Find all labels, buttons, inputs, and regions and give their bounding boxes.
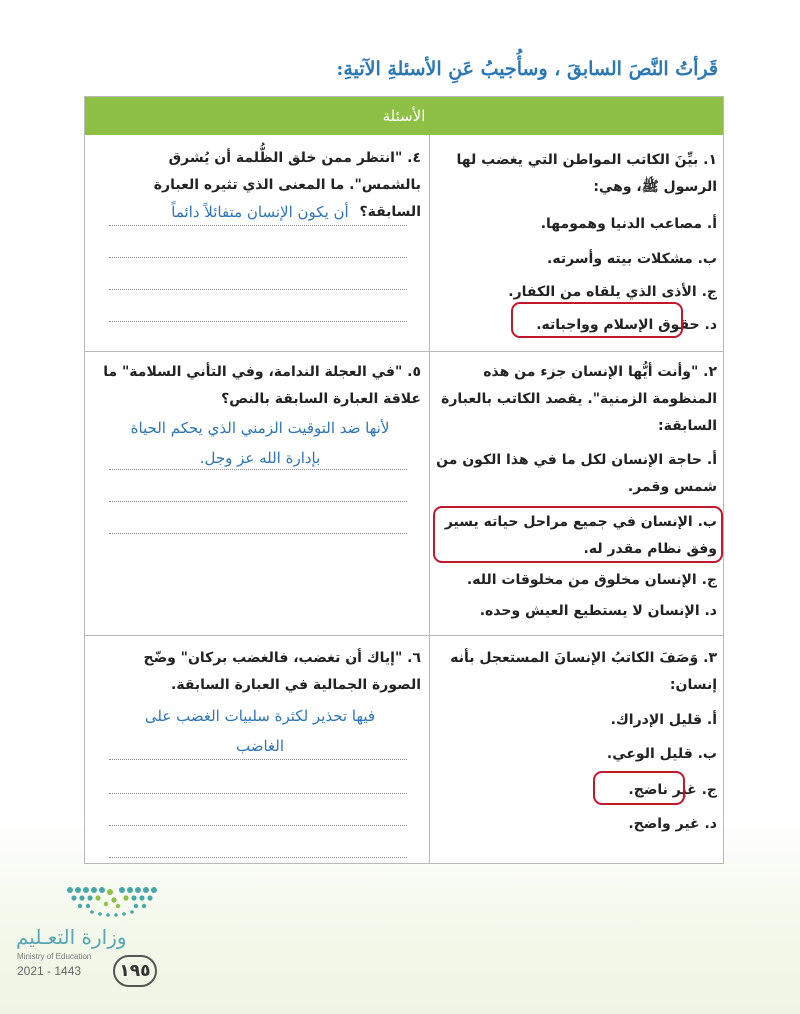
question-6-answer-line-2[interactable]: الغاضب [235,737,284,755]
answer-line [109,793,407,794]
answer-line [109,759,407,760]
answer-line [109,225,407,226]
question-5-answer-line-1[interactable]: لأنها ضد التوقيت الزمني الذي يحكم الحياة [130,419,390,437]
question-5-answer-line-2[interactable]: بإدارة الله عز وجل. [199,449,321,467]
answer-line [109,469,407,470]
selected-answer-circle [511,302,683,338]
row-divider [85,635,723,636]
edition-year: 2021 - 1443 [17,964,82,978]
answer-line [109,825,407,826]
question-2-option-d[interactable]: د. الإنسان لا يستطيع العيش وحده. [479,603,717,619]
question-3-option-d[interactable]: د. غير واضح. [628,816,717,832]
answer-line [109,321,407,322]
answer-line [109,257,407,258]
question-1-option-d[interactable]: د. حقوق الإسلام وواجباته. [536,317,717,333]
question-6-text: ٦. "إياك أن تغضب، فالغضب بركان" وضّح الصورة الجمالية في العبارة السابقة. [143,650,421,693]
question-3-text: ٣. وَصَفَ الكاتبُ الإنسانَ المستعجل بأنه إنسان: [450,650,717,693]
ministry-name-english: Ministry of Education [17,952,92,961]
question-3-option-c[interactable]: ج. غير ناضج. [628,782,717,798]
question-4-text: ٤. "انتظر ممن خلق الظُّلمة أن يُشرق بالشمس". ما المعنى الذي تثيره العبارة السابقة؟ [153,150,421,220]
question-4-answer[interactable]: أن يكون الإنسان متفائلاً دائماً [171,203,349,221]
answer-line [109,533,407,534]
answer-line [109,501,407,502]
ministry-name-arabic: وزارة التعـليم [16,925,127,949]
page-number: ١٩٥ [113,955,157,987]
selected-answer-circle [433,506,723,563]
question-1-option-c[interactable]: ج. الأذى الذي يلقاه من الكفار. [508,284,717,300]
question-3-cell [435,645,717,855]
question-1-option-a[interactable]: أ. مصاعب الدنيا وهمومها. [540,216,717,232]
instruction-title: قَرأتُ النَّصَ السابقَ ، وسأُجيبُ عَنِ الأسئلةِ الآتيةِ: [336,58,718,80]
question-3-option-b[interactable]: ب. قليل الوعي. [606,746,717,762]
answer-line [109,857,407,858]
question-2-cell [435,359,717,629]
question-2-text: ٢. "وأنت أيُّها الإنسان جزء من هذه المنظومة الزمنية". يقصد الكاتب بالعبارة السابقة: [441,364,717,434]
question-2-option-c[interactable]: ج. الإنسان مخلوق من مخلوقات الله. [466,572,717,588]
question-2-option-a[interactable]: أ. حاجة الإنسان لكل ما في هذا الكون من شمس وقمر. [436,452,717,495]
ministry-logo-icon [62,884,162,920]
question-3-option-a[interactable]: أ. قليل الإدراك. [610,712,717,728]
question-1-text: ١. بيِّنَ الكاتب المواطن التي يغضب لها الرسول ﷺ، وهي: [456,152,717,195]
question-2-option-b[interactable]: ب. الإنسان في جميع مراحل حياته يسير وفق نظام مقدر له. [444,514,717,557]
question-4-cell [99,145,421,345]
row-divider [85,351,723,352]
question-6-cell [99,645,421,855]
table-header: الأسئلة [85,97,723,135]
question-6-answer-line-1[interactable]: فيها تحذير لكثرة سلبيات الغضب على [144,707,376,725]
answer-line [109,289,407,290]
column-divider [429,135,430,864]
question-5-cell [99,359,421,629]
selected-answer-circle [593,771,685,805]
question-1-option-b[interactable]: ب. مشكلات بيته وأسرته. [547,251,717,267]
questions-table [84,96,724,864]
question-5-text: ٥. "في العجلة الندامة، وفي التأني السلامة" ما علاقة العبارة السابقة بالنص؟ [103,364,421,407]
